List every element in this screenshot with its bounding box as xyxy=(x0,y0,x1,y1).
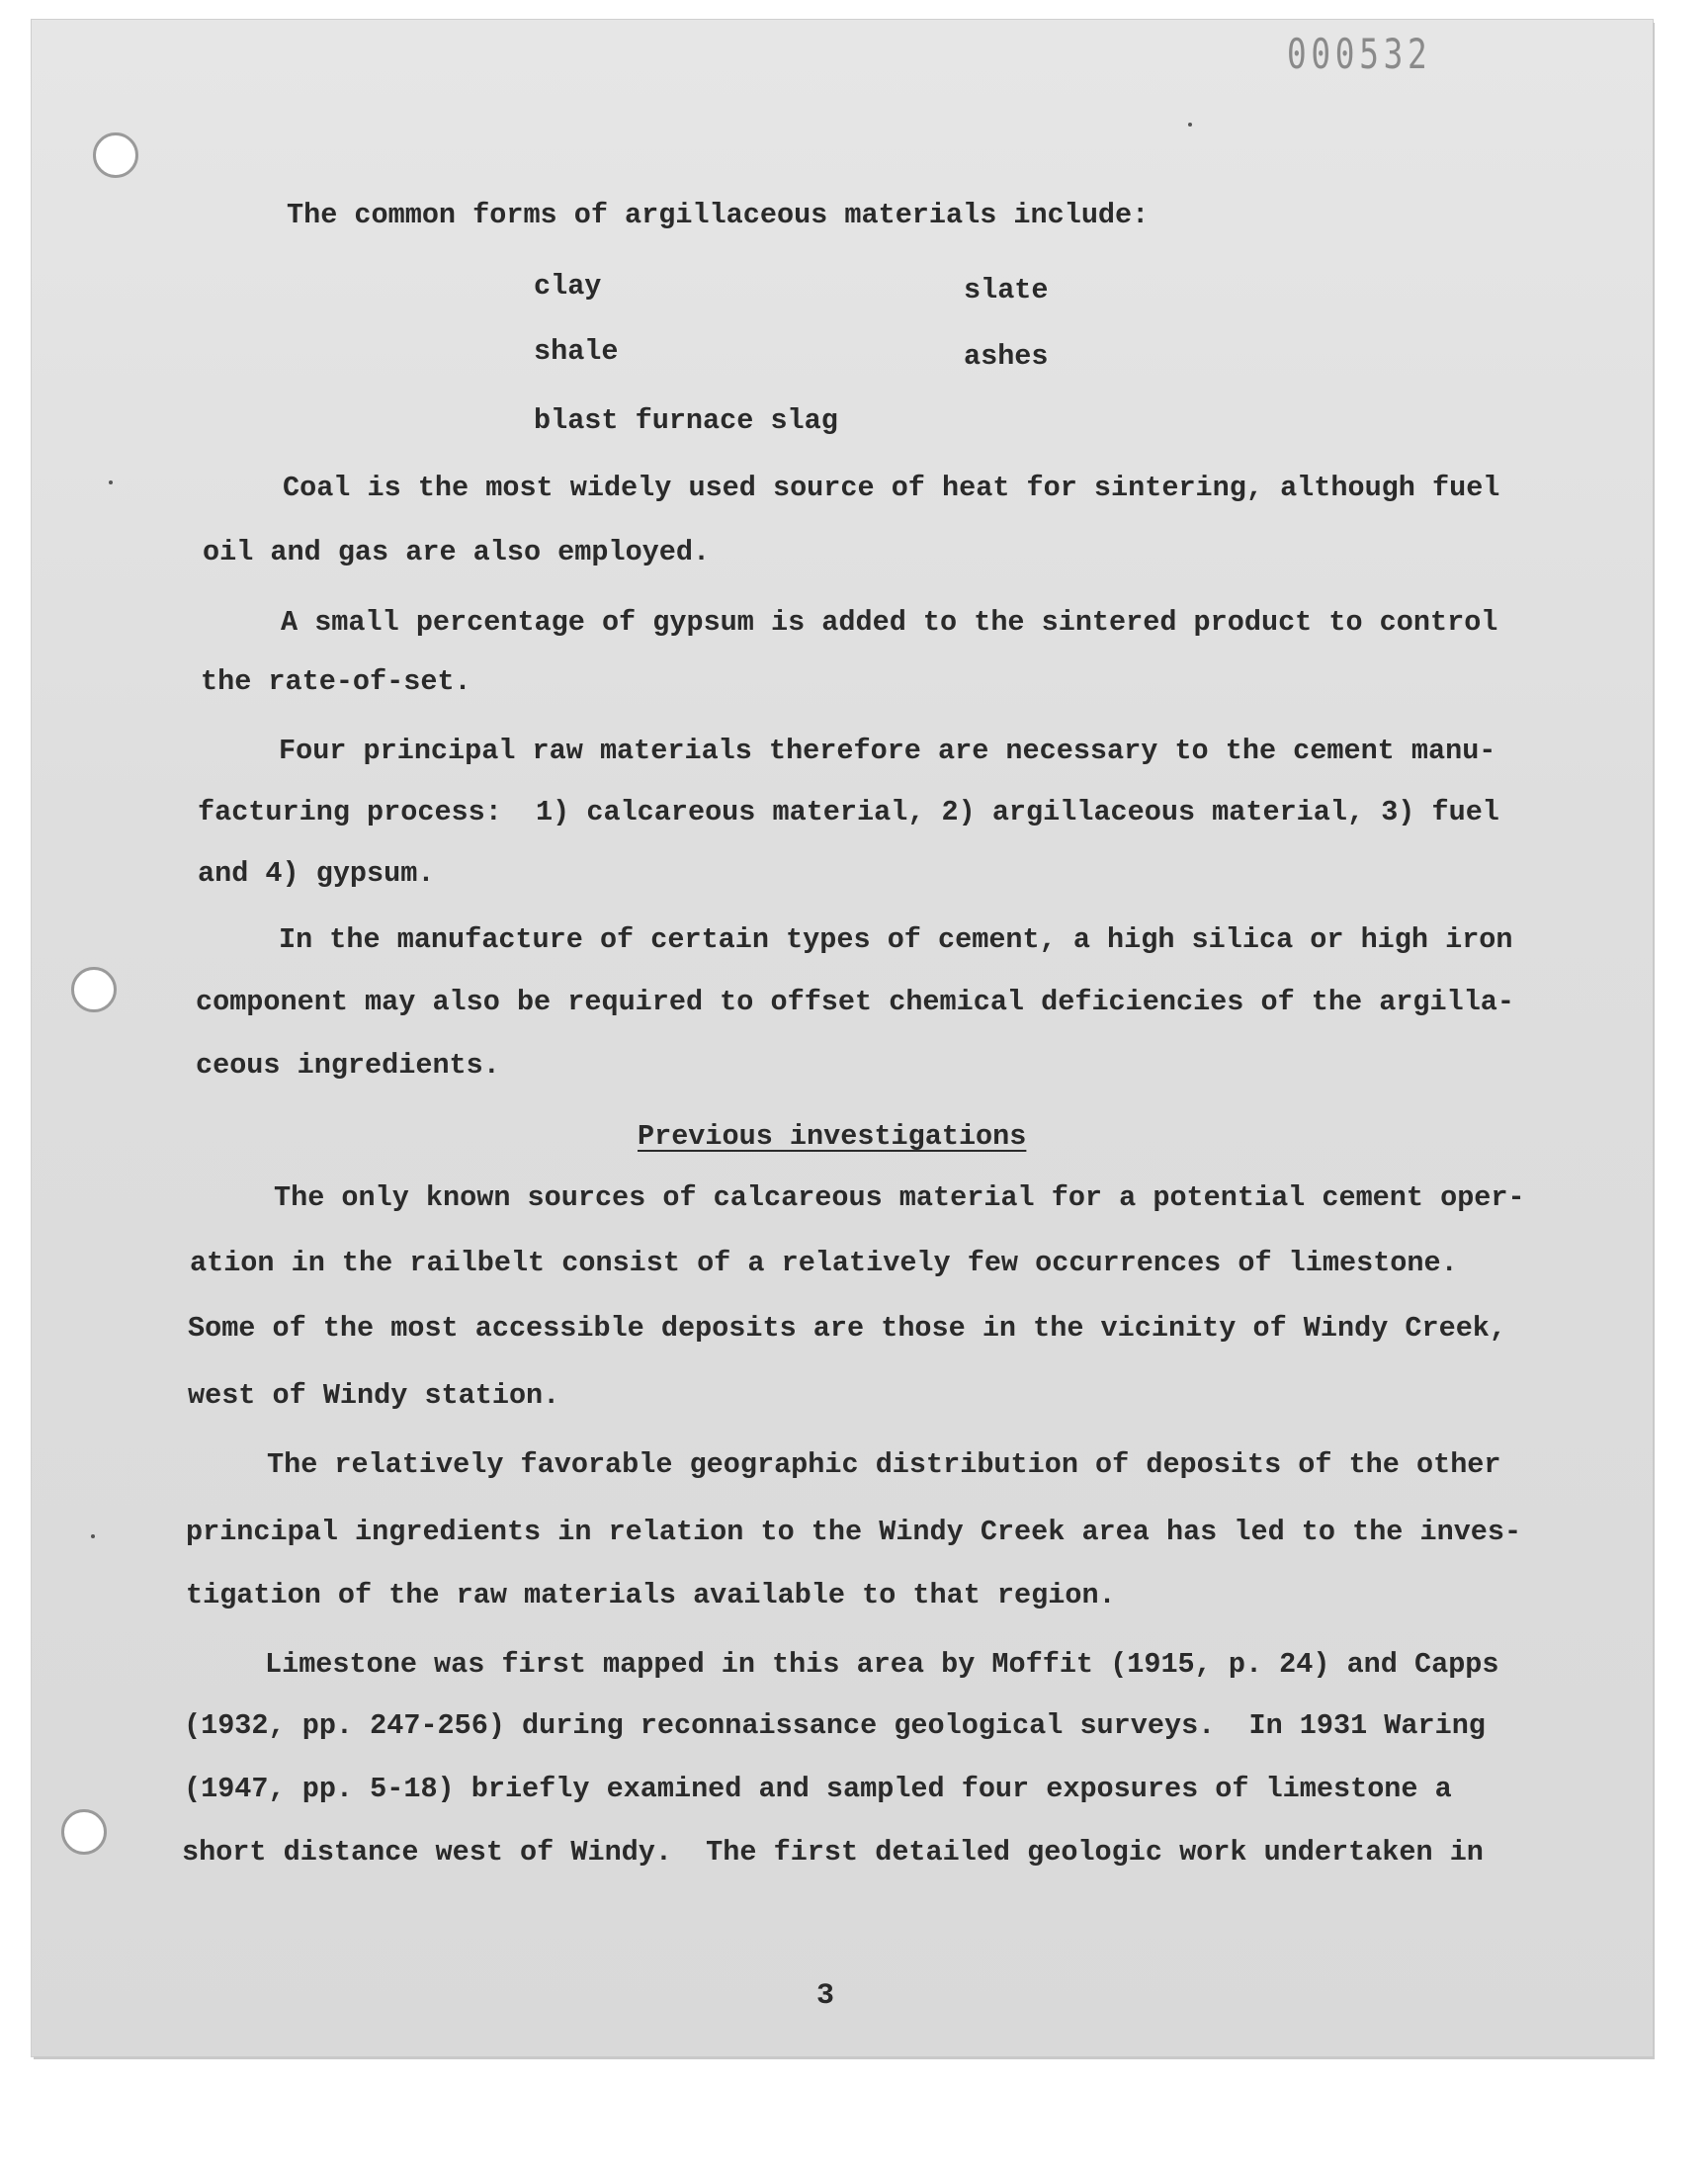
material-slag: blast furnace slag xyxy=(534,404,838,437)
body-line: The only known sources of calcareous material for a potential cement oper- xyxy=(274,1181,1525,1214)
body-line: and 4) gypsum. xyxy=(198,857,435,890)
speck xyxy=(1188,123,1192,127)
body-line: A small percentage of gypsum is added to the sintered product to control xyxy=(281,606,1498,639)
paper-sheet xyxy=(32,20,1653,2056)
speck xyxy=(109,480,113,484)
material-slate: slate xyxy=(964,274,1049,306)
body-line: facturing process: 1) calcareous material, 2) argillaceous material, 3) fuel xyxy=(198,796,1499,828)
material-shale: shale xyxy=(534,335,619,368)
body-line: Limestone was first mapped in this area by Moffit (1915, p. 24) and Capps xyxy=(265,1648,1499,1681)
punch-hole-bottom xyxy=(61,1809,107,1855)
body-line: Coal is the most widely used source of heat for sintering, although fuel xyxy=(283,472,1500,504)
material-clay: clay xyxy=(534,270,602,303)
body-line: ation in the railbelt consist of a relatively few occurrences of limestone. xyxy=(190,1247,1458,1279)
body-line: short distance west of Windy. The first detailed geologic work undertaken in xyxy=(182,1836,1484,1869)
intro-line: The common forms of argillaceous materials include: xyxy=(287,199,1150,231)
punch-hole-middle xyxy=(71,967,117,1012)
body-line: oil and gas are also employed. xyxy=(203,536,711,568)
section-heading: Previous investigations xyxy=(638,1120,1027,1153)
body-line: (1947, pp. 5-18) briefly examined and sampled four exposures of limestone a xyxy=(184,1773,1452,1805)
body-line: The relatively favorable geographic distribution of deposits of the other xyxy=(267,1448,1501,1481)
body-line: Four principal raw materials therefore are necessary to the cement manu- xyxy=(279,735,1496,767)
body-line: In the manufacture of certain types of cement, a high silica or high iron xyxy=(279,923,1513,956)
body-line: Some of the most accessible deposits are those in the vicinity of Windy Creek, xyxy=(188,1312,1507,1345)
body-line: the rate-of-set. xyxy=(201,665,471,698)
speck xyxy=(91,1534,95,1538)
body-line: tigation of the raw materials available to that region. xyxy=(186,1579,1116,1611)
body-line: (1932, pp. 247-256) during reconnaissance geological surveys. In 1931 Waring xyxy=(184,1709,1486,1742)
body-line: ceous ingredients. xyxy=(196,1049,500,1082)
punch-hole-top xyxy=(93,132,138,178)
body-line: component may also be required to offset chemical deficiencies of the argilla- xyxy=(196,986,1515,1018)
body-line: west of Windy station. xyxy=(188,1379,560,1412)
document-stamp-number: 000532 xyxy=(1287,30,1432,78)
page-number: 3 xyxy=(816,1979,835,2013)
body-line: principal ingredients in relation to the Windy Creek area has led to the inves- xyxy=(186,1516,1522,1548)
material-ashes: ashes xyxy=(964,340,1049,373)
